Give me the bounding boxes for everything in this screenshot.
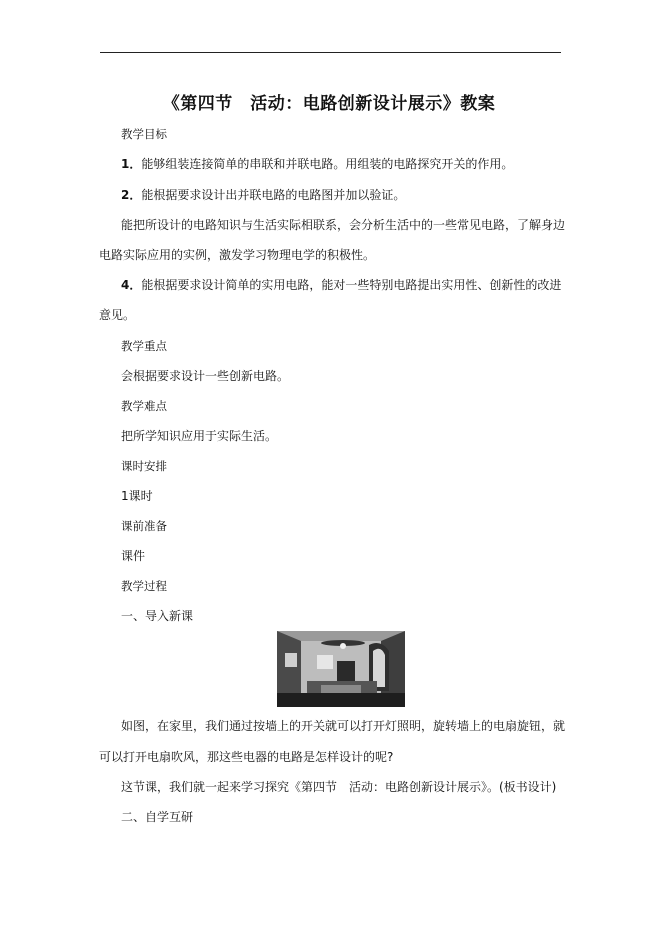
- goal-1: [121, 157, 513, 171]
- goals-heading: 教学目标: [121, 127, 167, 141]
- goal-2-text: 能根据要求设计出并联电路的电路图并加以验证。: [141, 188, 406, 202]
- goal-4-line-1: [121, 278, 561, 292]
- living-room-photo: [277, 631, 405, 707]
- goal-2: [121, 188, 405, 202]
- goal-4-line-2: 意见。: [99, 308, 136, 322]
- part-2-heading: 二、自学互研: [121, 810, 194, 824]
- difficulty-heading: 教学难点: [121, 399, 167, 413]
- prep-text: 课件: [121, 549, 146, 563]
- key-text: 会根据要求设计一些创新电路。: [121, 369, 290, 383]
- page-title: 《第四节 活动：电路创新设计展示》教案: [162, 94, 496, 114]
- intro-line-1: 如图，在家里，我们通过按墙上的开关就可以打开灯照明，旋转墙上的电扇旋钮，就: [121, 719, 566, 733]
- header-rule: [100, 52, 561, 53]
- intro-line-3: 这节课，我们就一起来学习探究《第四节 活动：电路创新设计展示》。(板书设计): [121, 780, 557, 794]
- part-1-heading: 一、导入新课: [121, 609, 194, 623]
- intro-line-2: 可以打开电扇吹风，那这些电器的电路是怎样设计的呢?: [99, 750, 394, 764]
- schedule-text: 1课时: [121, 489, 153, 503]
- goal-4-text: 能根据要求设计简单的实用电路，能对一些特别电路提出实用性、创新性的改进: [141, 278, 562, 292]
- goal-4-number: 4．: [121, 278, 142, 292]
- goal-3-line-1: 能把所设计的电路知识与生活实际相联系，会分析生活中的一些常见电路，了解身边: [121, 218, 566, 232]
- goal-1-text: 能够组装连接简单的串联和并联电路。用组装的电路探究开关的作用。: [141, 157, 514, 171]
- schedule-heading: 课时安排: [121, 459, 167, 473]
- goal-1-number: 1．: [121, 157, 142, 171]
- process-heading: 教学过程: [121, 579, 167, 593]
- goal-3-line-2: 电路实际应用的实例，激发学习物理电学的积极性。: [99, 248, 376, 262]
- goal-2-number: 2．: [121, 188, 142, 202]
- difficulty-text: 把所学知识应用于实际生活。: [121, 429, 278, 443]
- key-heading: 教学重点: [121, 339, 167, 353]
- prep-heading: 课前准备: [121, 519, 167, 533]
